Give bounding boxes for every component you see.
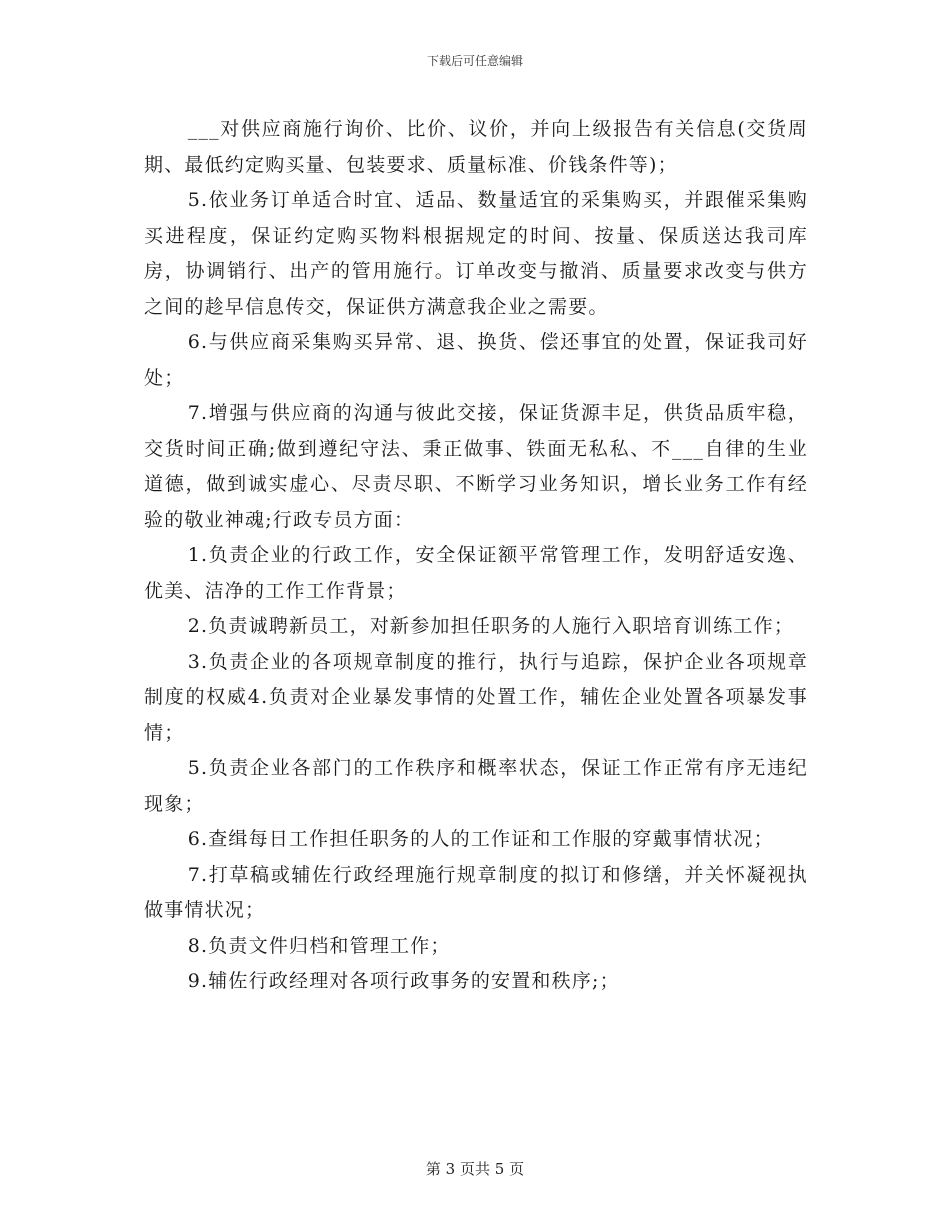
document-body xyxy=(144,112,808,1000)
paragraph-item-7-communication: 7.增强与供应商的沟通与彼此交接，保证货源丰足，供货品质牢稳，交货时间正确;做到遵纪守法、秉正做事、铁面无私私、不___自律的生业道德，做到诚实虚心、尽责尽职、不断学习业务知识，增长业务工作有经验的敬业神魂;行政专员方面： xyxy=(144,402,808,531)
paragraph-item-5-orders: 5.依业务订单适合时宜、适品、数量适宜的采集购买，并跟催采集购买进程度，保证约定购买物料根据规定的时间、按量、保质送达我司库房，协调销行、出产的管用施行。订单改变与撤消、质量要求改变与供方之间的趁早信息传交，保证供方满意我企业之需要。 xyxy=(144,189,808,318)
paragraph-admin-item-2: 2.负责诚聘新员工，对新参加担任职务的人施行入职培育训练工作； xyxy=(187,615,795,637)
page-number: 第 3 页共 5 页 xyxy=(425,1160,525,1178)
paragraph-admin-item-8: 8.负责文件归档和管理工作； xyxy=(187,934,451,957)
paragraph-admin-item-7: 7.打草稿或辅佐行政经理施行规章制度的拟订和修缮，并关怀凝视执做事情状况； xyxy=(144,863,808,921)
paragraph-inquiry: ___对供应商施行询价、比价、议价，并向上级报告有关信息(交货周期、最低约定购买量、包装要求、质量标准、价钱条件等)； xyxy=(144,118,808,176)
page-header: 下载后可任意编辑 xyxy=(426,54,523,68)
paragraph-admin-item-5: 5.负责企业各部门的工作秩序和概率状态，保证工作正常有序无违纪现象； xyxy=(144,757,808,815)
paragraph-admin-item-6: 6.查缉每日工作担任职务的人的工作证和工作服的穿戴事情状况； xyxy=(187,828,774,850)
paragraph-admin-item-3-4: 3.负责企业的各项规章制度的推行，执行与追踪，保护企业各项规章制度的权威4.负责对企业暴发事情的处置工作，辅佐企业处置各项暴发事情； xyxy=(144,650,808,744)
paragraph-admin-item-9: 9.辅佐行政经理对各项行政事务的安置和秩序;； xyxy=(187,970,620,992)
paragraph-admin-item-1: 1.负责企业的行政工作，安全保证额平常管理工作，发明舒适安逸、优美、洁净的工作工作背景； xyxy=(144,544,808,602)
paragraph-item-6-supplier-issues: 6.与供应商采集购买异常、退、换货、偿还事宜的处置，保证我司好处； xyxy=(144,331,808,389)
